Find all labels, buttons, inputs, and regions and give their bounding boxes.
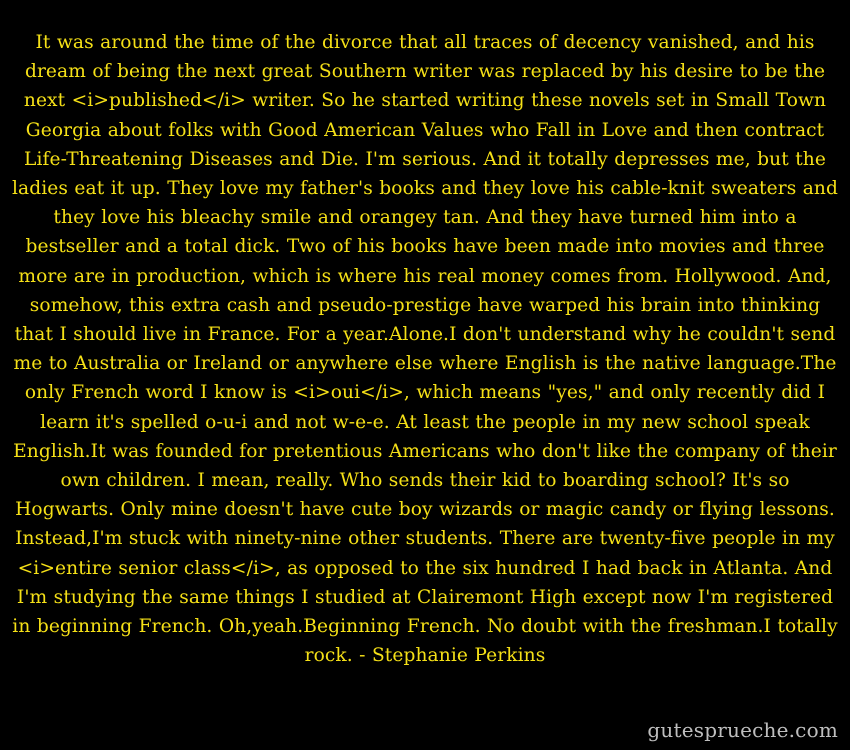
quote-text: It was around the time of the divorce that all traces of decency vanished, and his dream of being the next great Southern writer was replaced by his desire to be the next <i>published</i> writer. So he started writing these novels set in Small Town Georgia about folks with Good American Values who Fall in Love and then contract Life-Threatening Diseases and Die. I'm serious. And it totally depresses me, but the ladies eat it up. They love my father's books and they love his cable-knit sweaters and they love his bleachy smile and orangey tan. And they have turned him into a bestseller and a total dick. Two of his books have been made into movies and three more are in production, which is where his real money comes from. Hollywood. And, somehow, this extra cash and pseudo-prestige have warped his brain into thinking that I should live in France. For a year.Alone.I don't understand why he couldn't send me to Australia or Ireland or anywhere else where English is the native language.The only French word I know is <i>oui</i>, which means "yes," and only recently did I learn it's spelled o-u-i and not w-e-e. At least the people in my new school speak English.It was founded for pretentious Americans who don't like the company of their own children. I mean, really. Who sends their kid to boarding school? It's so Hogwarts. Only mine doesn't have cute boy wizards or magic candy or flying lessons. Instead,I'm stuck with ninety-nine other students. There are twenty-five people in my <i>entire senior class</i>, as opposed to the six hundred I had back in Atlanta. And I'm studying the same things I studied at Clairemont High except now I'm registered in beginning French. Oh,yeah.Beginning French. No doubt with the freshman.I totally rock. - Stephanie Perkins [11, 32, 845, 667]
site-watermark: gutesprueche.com [647, 718, 838, 742]
quote-container [0, 28, 850, 670]
